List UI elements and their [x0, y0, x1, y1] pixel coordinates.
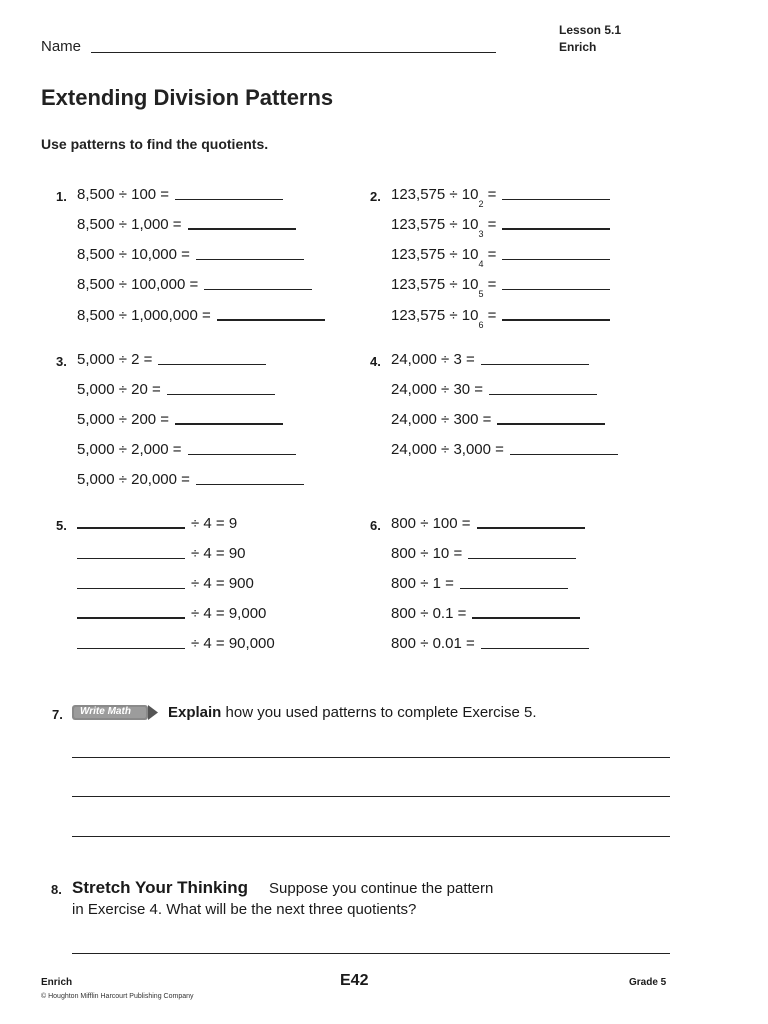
exercise-5-number: 5. — [56, 518, 67, 533]
exercise-6-row — [391, 605, 580, 623]
problem-text: 123,575 ÷ 10 — [391, 276, 479, 293]
lesson-number: Lesson 5.1 — [559, 23, 622, 37]
equals-sign: = — [487, 216, 497, 233]
problem-text: 123,575 ÷ 10 — [391, 307, 479, 324]
exercise-3-row — [77, 441, 296, 459]
page-number: E42 — [340, 972, 369, 989]
answer-blank[interactable] — [175, 423, 283, 425]
exercise-5-row — [77, 545, 246, 563]
page-title: Extending Division Patterns — [41, 85, 334, 110]
exercise-6-row — [391, 515, 585, 533]
exercise-1-number: 1. — [56, 189, 67, 204]
problem-text: 123,575 ÷ 10 — [391, 246, 479, 263]
exercise-1-row — [77, 307, 325, 325]
answer-line[interactable] — [72, 953, 670, 954]
answer-blank[interactable] — [510, 454, 618, 455]
equals-sign: = — [487, 307, 497, 324]
problem-text: 5,000 ÷ 2,000 = — [77, 441, 182, 458]
equals-sign: = — [487, 186, 497, 203]
exercise-4-row — [391, 351, 589, 369]
problem-text: 8,500 ÷ 100,000 = — [77, 276, 199, 293]
exercise-4-row — [391, 381, 597, 399]
exercise-8-text-line-1: Suppose you continue the pattern — [269, 880, 494, 897]
footer-grade: Grade 5 — [629, 977, 667, 988]
problem-text: 5,000 ÷ 20 = — [77, 381, 161, 398]
exercise-6-number: 6. — [370, 518, 381, 533]
answer-blank[interactable] — [204, 289, 312, 290]
answer-blank[interactable] — [460, 588, 568, 589]
answer-blank[interactable] — [477, 527, 585, 529]
answer-blank[interactable] — [77, 527, 185, 529]
answer-blank[interactable] — [167, 394, 275, 395]
problem-text: ÷ 4 = 90,000 — [191, 635, 275, 652]
explain-text: how you used patterns to complete Exercise 5. — [221, 704, 537, 721]
exercise-8-text-line-2: in Exercise 4. What will be the next three quotients? — [72, 901, 417, 918]
equals-sign: = — [487, 276, 497, 293]
problem-text: 24,000 ÷ 3 = — [391, 351, 475, 368]
problem-text: 5,000 ÷ 20,000 = — [77, 471, 190, 488]
answer-blank[interactable] — [502, 259, 610, 260]
exercise-4-number: 4. — [370, 354, 381, 369]
exercise-2-row: 123,575 ÷ 10 2 = — [391, 186, 610, 204]
answer-line[interactable] — [72, 757, 670, 758]
exercise-5-row — [77, 515, 237, 533]
answer-blank[interactable] — [502, 228, 610, 230]
exercise-3-row — [77, 471, 304, 489]
exercise-2-row: 123,575 ÷ 10 4 = — [391, 246, 610, 264]
problem-text: 8,500 ÷ 10,000 = — [77, 246, 190, 263]
exercise-6-row — [391, 545, 576, 563]
name-field-line[interactable] — [91, 52, 496, 53]
enrich-label: Enrich — [559, 40, 597, 54]
problem-text: 800 ÷ 0.01 = — [391, 635, 475, 652]
exercise-3-row — [77, 351, 266, 369]
exercise-6-row — [391, 635, 589, 653]
write-math-badge — [72, 705, 158, 720]
footer-enrich: Enrich — [41, 977, 73, 988]
answer-blank[interactable] — [502, 289, 610, 290]
exercise-8-number: 8. — [51, 882, 62, 897]
problem-text: 5,000 ÷ 200 = — [77, 411, 170, 428]
exercise-5-row — [77, 635, 275, 653]
answer-line[interactable] — [72, 836, 670, 837]
footer-copyright: © Houghton Mifflin Harcourt Publishing Company — [41, 993, 194, 1000]
answer-blank[interactable] — [77, 648, 185, 649]
problem-text: 8,500 ÷ 1,000 = — [77, 216, 182, 233]
problem-text: 8,500 ÷ 100 = — [77, 186, 170, 203]
problem-text: 24,000 ÷ 3,000 = — [391, 441, 504, 458]
answer-blank[interactable] — [472, 617, 580, 619]
problem-text: 5,000 ÷ 2 = — [77, 351, 153, 368]
exercise-1-row — [77, 186, 283, 204]
exercise-6-row — [391, 575, 568, 593]
problem-text: 800 ÷ 10 = — [391, 545, 463, 562]
answer-blank[interactable] — [175, 199, 283, 200]
answer-blank[interactable] — [188, 228, 296, 230]
answer-blank[interactable] — [481, 364, 589, 365]
answer-blank[interactable] — [188, 454, 296, 455]
problem-text: 800 ÷ 100 = — [391, 515, 471, 532]
answer-blank[interactable] — [158, 364, 266, 365]
exercise-5-row — [77, 605, 266, 623]
problem-text: ÷ 4 = 90 — [191, 545, 246, 562]
exercise-3-number: 3. — [56, 354, 67, 369]
answer-blank[interactable] — [489, 394, 597, 395]
answer-blank[interactable] — [196, 259, 304, 260]
problem-text: 800 ÷ 0.1 = — [391, 605, 467, 622]
problem-text: 800 ÷ 1 = — [391, 575, 454, 592]
exercise-7-number: 7. — [52, 707, 63, 722]
answer-blank[interactable] — [481, 648, 589, 649]
explain-keyword: Explain — [168, 704, 222, 721]
problem-text: 24,000 ÷ 300 = — [391, 411, 492, 428]
equals-sign: = — [487, 246, 497, 263]
answer-blank[interactable] — [77, 617, 185, 619]
answer-line[interactable] — [72, 796, 670, 797]
problem-text: ÷ 4 = 900 — [191, 575, 254, 592]
answer-blank[interactable] — [502, 319, 610, 321]
lesson-label — [559, 22, 621, 56]
answer-blank[interactable] — [77, 558, 185, 559]
name-label: Name — [41, 38, 82, 55]
problem-text: 24,000 ÷ 30 = — [391, 381, 484, 398]
exercise-4-row — [391, 441, 618, 459]
problem-text: 123,575 ÷ 10 — [391, 186, 479, 203]
exercise-1-row — [77, 276, 312, 294]
answer-blank[interactable] — [196, 484, 304, 485]
exercise-7-prompt — [168, 704, 537, 721]
instructions: Use patterns to find the quotients. — [41, 136, 269, 152]
problem-text: 8,500 ÷ 1,000,000 = — [77, 307, 211, 324]
exercise-4-row — [391, 411, 605, 429]
problem-text: ÷ 4 = 9 — [191, 515, 238, 532]
exercise-1-row — [77, 216, 296, 234]
exercise-3-row — [77, 381, 275, 399]
exercise-2-row: 123,575 ÷ 10 5 = — [391, 276, 610, 294]
write-math-label: Write Math — [80, 706, 131, 717]
answer-blank[interactable] — [468, 558, 576, 559]
problem-text: 123,575 ÷ 10 — [391, 216, 479, 233]
exercise-3-row — [77, 411, 283, 429]
answer-blank[interactable] — [77, 588, 185, 589]
stretch-your-thinking-title: Stretch Your Thinking — [72, 878, 248, 897]
answer-blank[interactable] — [497, 423, 605, 425]
exercise-1-row — [77, 246, 304, 264]
exercise-2-row: 123,575 ÷ 10 6 = — [391, 307, 610, 325]
problem-text: ÷ 4 = 9,000 — [191, 605, 267, 622]
exercise-2-number: 2. — [370, 189, 381, 204]
answer-blank[interactable] — [502, 199, 610, 200]
exercise-2-row: 123,575 ÷ 10 3 = — [391, 216, 610, 234]
exercise-5-row — [77, 575, 254, 593]
answer-blank[interactable] — [217, 319, 325, 321]
